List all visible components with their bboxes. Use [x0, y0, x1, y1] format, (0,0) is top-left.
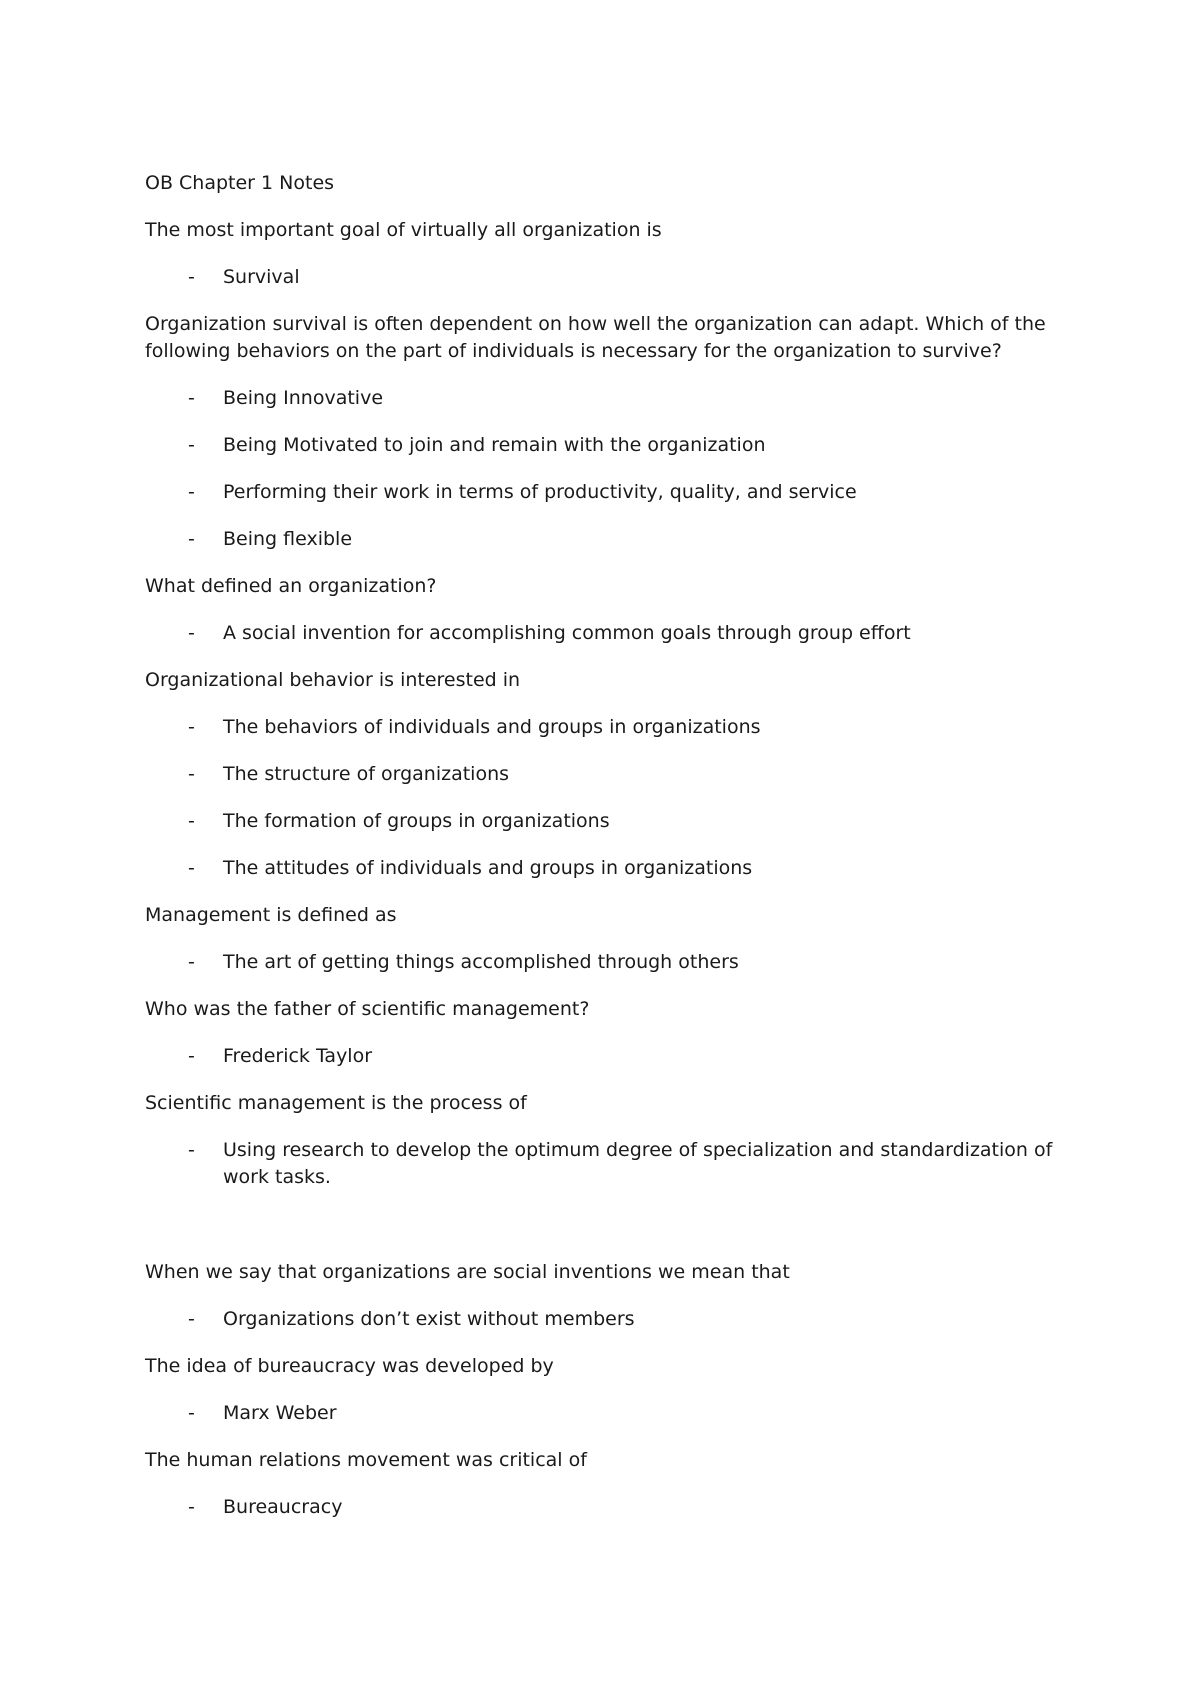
answer-text: A social invention for accomplishing common goals through group effort: [223, 622, 911, 644]
answer-text: Survival: [223, 266, 300, 288]
bullet-dash: -: [188, 1308, 195, 1330]
question-text: The idea of bureaucracy was developed by: [145, 1355, 554, 1377]
answer-item: [145, 1400, 1055, 1427]
answer-item: [145, 1043, 1055, 1070]
bullet-dash: -: [188, 1496, 195, 1518]
answer-text: The behaviors of individuals and groups in organizations: [223, 716, 761, 738]
answer-list: [145, 949, 1055, 976]
answer-item: [145, 1494, 1055, 1521]
answer-item: [145, 855, 1055, 882]
bullet-dash: -: [188, 763, 195, 785]
question-text: Scientific management is the process of: [145, 1092, 527, 1114]
answer-text: Bureaucracy: [223, 1496, 343, 1518]
answer-item: [145, 620, 1055, 647]
answer-text: Being Motivated to join and remain with the organization: [223, 434, 766, 456]
qa-section: [145, 902, 1055, 976]
answer-list: [145, 1137, 1055, 1191]
bullet-dash: -: [188, 528, 195, 550]
bullet-dash: -: [188, 434, 195, 456]
qa-section: [145, 573, 1055, 647]
answer-list: [145, 1400, 1055, 1427]
question-text: The human relations movement was critical of: [145, 1449, 587, 1471]
answer-text: Performing their work in terms of productivity, quality, and service: [223, 481, 857, 503]
answer-item: [145, 385, 1055, 412]
bullet-dash: -: [188, 951, 195, 973]
bullet-dash: -: [188, 387, 195, 409]
bullet-dash: -: [188, 266, 195, 288]
answer-text: The formation of groups in organizations: [223, 810, 610, 832]
qa-section: [145, 667, 1055, 882]
qa-section: [145, 1090, 1055, 1191]
answer-text: The art of getting things accomplished through others: [223, 951, 739, 973]
answer-list: [145, 385, 1055, 553]
answer-item: [145, 479, 1055, 506]
question-text: Management is defined as: [145, 904, 397, 926]
answer-text: Organizations don’t exist without members: [223, 1308, 635, 1330]
qa-section: [145, 1447, 1055, 1521]
bullet-dash: -: [188, 857, 195, 879]
answer-text: Frederick Taylor: [223, 1045, 373, 1067]
answer-item: [145, 526, 1055, 553]
answer-item: [145, 949, 1055, 976]
answer-text: The attitudes of individuals and groups in organizations: [223, 857, 753, 879]
document-body: [145, 170, 1055, 1541]
blank-line: [145, 1211, 1055, 1259]
bullet-dash: -: [188, 622, 195, 644]
qa-section: [145, 217, 1055, 291]
bullet-dash: -: [188, 810, 195, 832]
answer-text: Being Innovative: [223, 387, 384, 409]
answer-item: [145, 714, 1055, 741]
answer-list: [145, 264, 1055, 291]
answer-item: [145, 1306, 1055, 1333]
bullet-dash: -: [188, 1402, 195, 1424]
qa-section: [145, 1353, 1055, 1427]
answer-text: The structure of organizations: [223, 763, 510, 785]
qa-section: [145, 311, 1055, 553]
qa-section: [145, 996, 1055, 1070]
answer-list: [145, 1306, 1055, 1333]
question-text: When we say that organizations are social inventions we mean that: [145, 1261, 790, 1283]
answer-item: [145, 432, 1055, 459]
answer-item: [145, 1137, 1055, 1191]
question-text: The most important goal of virtually all organization is: [145, 219, 662, 241]
answer-item: [145, 264, 1055, 291]
answer-text: Marx Weber: [223, 1402, 337, 1424]
answer-list: [145, 714, 1055, 882]
answer-list: [145, 1043, 1055, 1070]
bullet-dash: -: [188, 716, 195, 738]
question-text: What defined an organization?: [145, 575, 437, 597]
answer-list: [145, 1494, 1055, 1521]
answer-item: [145, 761, 1055, 788]
answer-item: [145, 808, 1055, 835]
document-title: OB Chapter 1 Notes: [145, 172, 335, 194]
answer-list: [145, 620, 1055, 647]
question-text: Organization survival is often dependent on how well the organization can adapt. Which of the following behaviors on the part of individuals is necessary for the organization to survive?: [145, 313, 1046, 362]
bullet-dash: -: [188, 1045, 195, 1067]
bullet-dash: -: [188, 1139, 195, 1161]
answer-text: Being flexible: [223, 528, 353, 550]
answer-text: Using research to develop the optimum degree of specialization and standardization of work tasks.: [223, 1139, 1053, 1188]
bullet-dash: -: [188, 481, 195, 503]
question-text: Organizational behavior is interested in: [145, 669, 521, 691]
qa-section: [145, 1259, 1055, 1333]
question-text: Who was the father of scientific management?: [145, 998, 590, 1020]
